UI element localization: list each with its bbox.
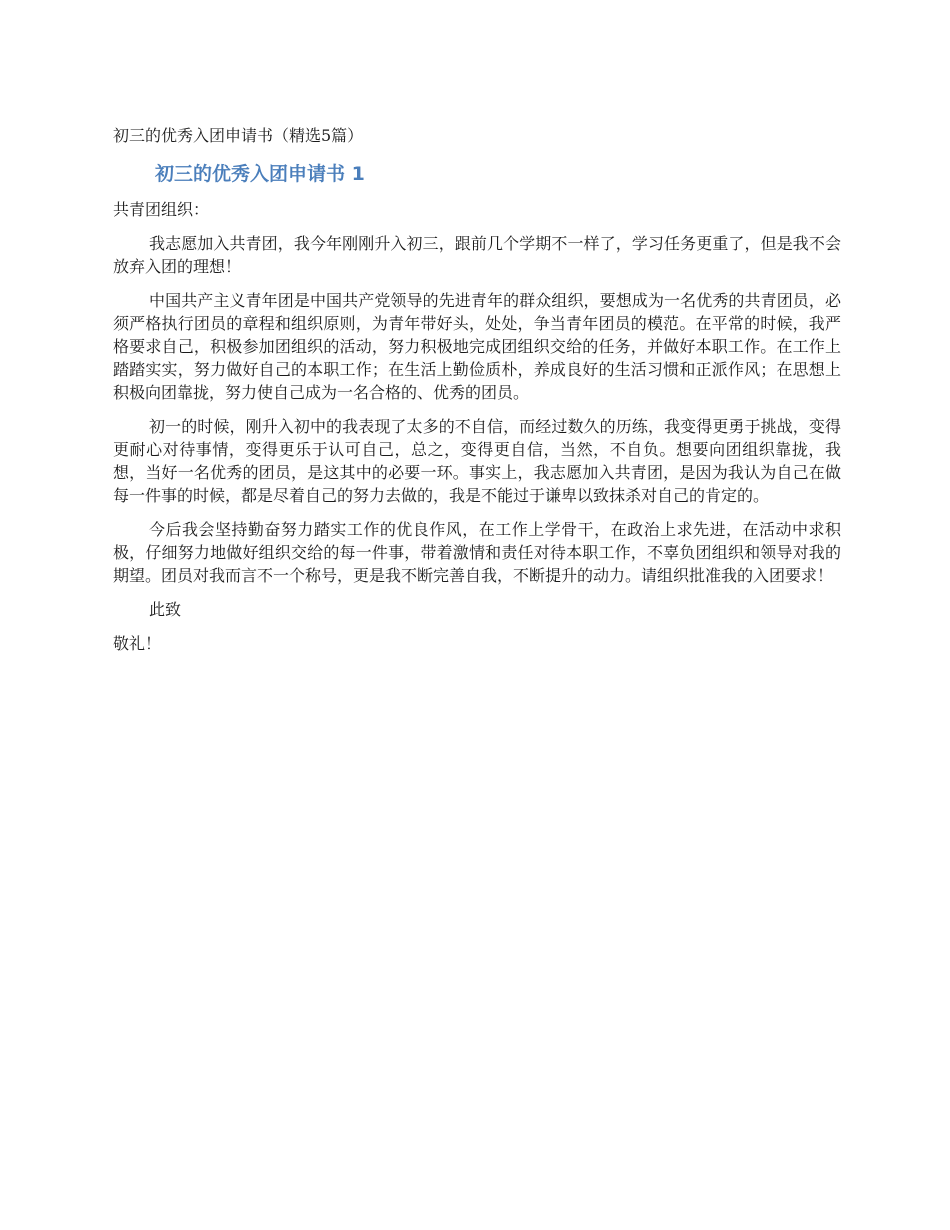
section-heading: 初三的优秀入团申请书 1	[155, 163, 365, 185]
paragraph-2: 中国共产主义青年团是中国共产党领导的先进青年的群众组织，要想成为一名优秀的共青团员，必须严格执行团员的章程和组织原则，为青年带好头，处处，争当青年团员的模范。在平常的时候，我严格要求自己，积极参加团组织的活动，努力积极地完成团组织交给的任务，并做好本职工作。在工作上踏踏实实，努力做好自己的本职工作；在生活上勤俭质朴，养成良好的生活习惯和正派作风；在思想上积极向团靠拢，努力使自己成为一名合格的、优秀的团员。	[113, 291, 841, 402]
document-body	[113, 124, 841, 655]
regards-line: 敬礼！	[113, 634, 162, 653]
document-title: 初三的优秀入团申请书（精选5篇）	[113, 126, 364, 145]
paragraph-3: 初一的时候，刚升入初中的我表现了太多的不自信，而经过数久的历练，我变得更勇于挑战，变得更耐心对待事情，变得更乐于认可自己，总之，变得更自信，当然，不自负。想要向团组织靠拢，我想，当好一名优秀的团员，是这其中的必要一环。事实上，我志愿加入共青团，是因为我认为自己在做每一件事的时候，都是尽着自己的努力去做的，我是不能过于谦卑以致抹杀对自己的肯定的。	[113, 417, 841, 505]
closing-line: 此致	[149, 600, 182, 619]
paragraph-4: 今后我会坚持勤奋努力踏实工作的优良作风，在工作上学骨干，在政治上求先进，在活动中求积极，仔细努力地做好组织交给的每一件事，带着激情和责任对待本职工作，不辜负团组织和领导对我的期望。团员对我而言不一个称号，更是我不断完善自我，不断提升的动力。请组织批准我的入团要求！	[113, 520, 841, 585]
paragraph-1: 我志愿加入共青团，我今年刚刚升入初三，跟前几个学期不一样了，学习任务更重了，但是我不会放弃入团的理想！	[113, 234, 841, 276]
salutation: 共青团组织：	[113, 200, 210, 219]
